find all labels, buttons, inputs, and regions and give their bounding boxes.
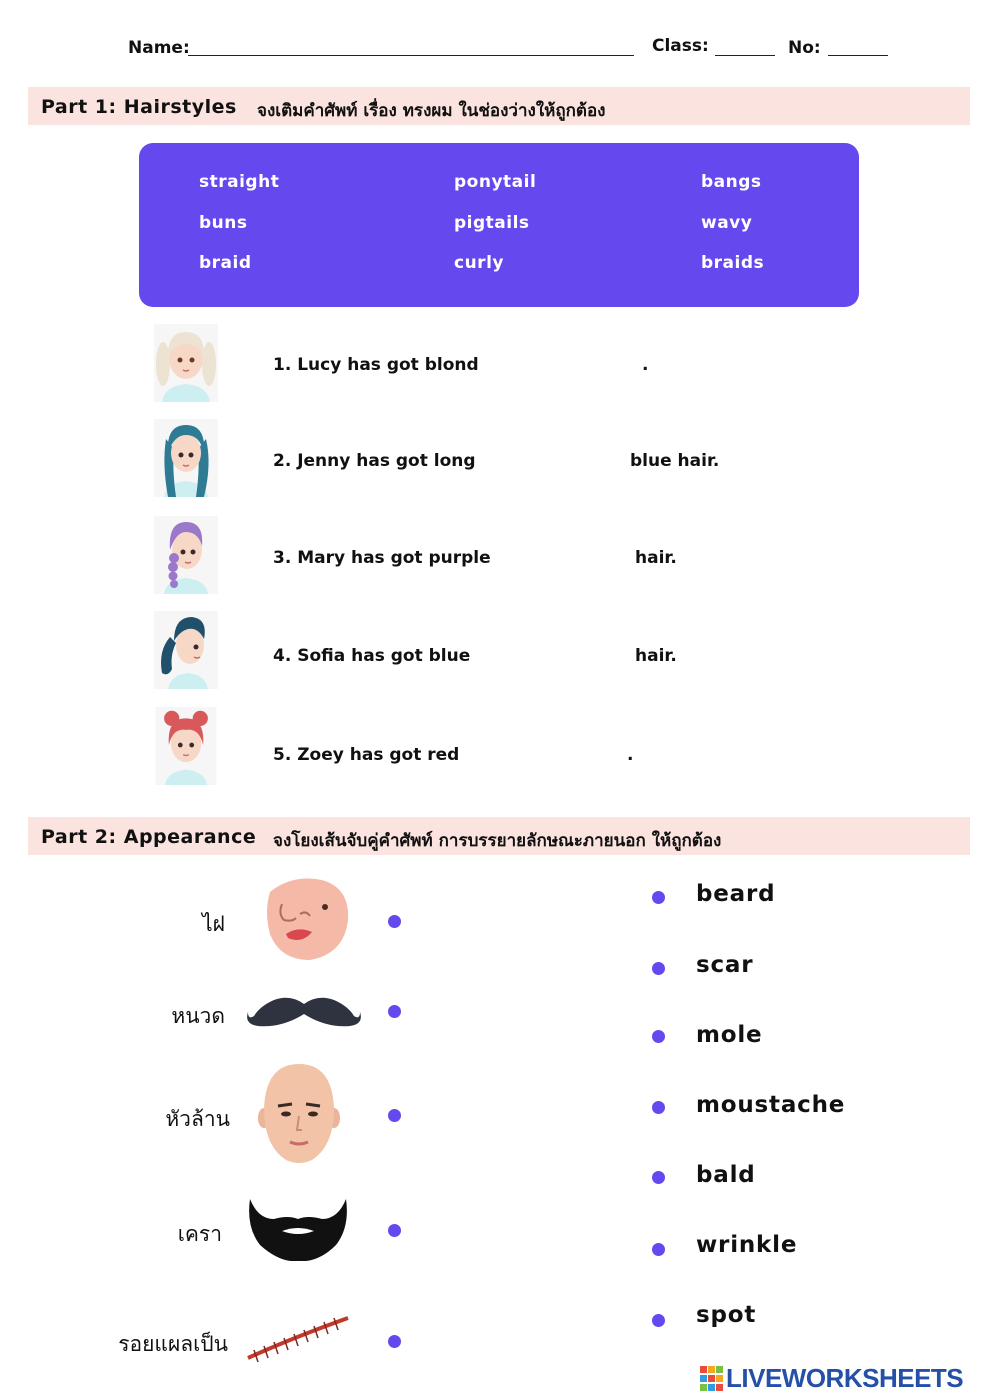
right-match-dot-6[interactable] — [652, 1243, 665, 1256]
english-word-mole: mole — [696, 1022, 763, 1048]
bald-head-image — [258, 1062, 340, 1166]
word-bank-item: curly — [454, 253, 504, 273]
question-5-text: 5. Zoey has got red — [273, 745, 460, 765]
question-3-end: hair. — [635, 548, 677, 568]
word-bank-item: wavy — [701, 213, 753, 233]
sofia-ponytail-image — [154, 611, 218, 689]
thai-item-mole: ไฝ — [202, 912, 225, 936]
english-word-spot: spot — [696, 1302, 757, 1328]
lucy-pigtails-image — [154, 324, 218, 402]
mole-face-image — [262, 874, 352, 962]
thai-item-bald: หัวล้าน — [165, 1107, 230, 1131]
left-match-dot-3[interactable] — [388, 1109, 401, 1122]
class-label: Class: — [652, 36, 709, 56]
question-4-end: hair. — [635, 646, 677, 666]
left-match-dot-5[interactable] — [388, 1335, 401, 1348]
question-4-answer-blank[interactable] — [478, 649, 628, 671]
word-bank-item: braid — [199, 253, 252, 273]
mary-braid-image — [154, 516, 218, 594]
right-match-dot-1[interactable] — [652, 891, 665, 904]
word-bank — [139, 143, 859, 307]
english-word-moustache: moustache — [696, 1092, 846, 1118]
word-bank-item: straight — [199, 172, 280, 192]
name-label: Name: — [128, 38, 190, 58]
class-field[interactable] — [715, 55, 775, 56]
question-4-text: 4. Sofia has got blue — [273, 646, 471, 666]
beard-image — [246, 1197, 350, 1261]
word-bank-item: buns — [199, 213, 248, 233]
right-match-dot-3[interactable] — [652, 1030, 665, 1043]
english-word-beard: beard — [696, 881, 776, 907]
thai-item-scar: รอยแผลเป็น — [118, 1332, 228, 1356]
number-label: No: — [788, 38, 821, 58]
moustache-image — [246, 994, 362, 1030]
scar-image — [242, 1312, 352, 1364]
word-bank-item: pigtails — [454, 213, 530, 233]
left-match-dot-4[interactable] — [388, 1224, 401, 1237]
thai-item-beard: เครา — [177, 1222, 222, 1246]
english-word-wrinkle: wrinkle — [696, 1232, 798, 1258]
name-field[interactable] — [188, 55, 634, 56]
question-2-text: 2. Jenny has got long — [273, 451, 476, 471]
jenny-wavy-hair-image — [154, 419, 218, 497]
question-2-end: blue hair. — [630, 451, 720, 471]
question-3-answer-blank[interactable] — [488, 551, 628, 573]
word-bank-item: bangs — [701, 172, 762, 192]
english-word-scar: scar — [696, 952, 754, 978]
part1-instruction: จงเติมคำศัพท์ เรื่อง ทรงผม ในช่องว่างให้ถูกต้อง — [257, 101, 606, 121]
question-5-answer-blank[interactable] — [465, 748, 620, 770]
part2-title: Part 2: Appearance — [41, 826, 257, 848]
question-2-answer-blank[interactable] — [478, 454, 623, 476]
liveworksheets-logo[interactable] — [700, 1362, 995, 1396]
question-1-answer-blank[interactable] — [480, 358, 635, 380]
part1-banner — [28, 87, 970, 125]
left-match-dot-1[interactable] — [388, 915, 401, 928]
right-match-dot-5[interactable] — [652, 1171, 665, 1184]
liveworksheets-grid-icon — [700, 1366, 724, 1392]
question-5-end: . — [627, 745, 634, 765]
right-match-dot-7[interactable] — [652, 1314, 665, 1327]
part2-instruction: จงโยงเส้นจับคู่คำศัพท์ การบรรยายลักษณะภายนอก ให้ถูกต้อง — [273, 831, 722, 851]
part2-banner — [28, 817, 970, 855]
thai-item-moustache: หนวด — [171, 1004, 225, 1028]
word-bank-item: ponytail — [454, 172, 537, 192]
right-match-dot-2[interactable] — [652, 962, 665, 975]
question-1-text: 1. Lucy has got blond — [273, 355, 479, 375]
liveworksheets-wordmark: LIVEWORKSHEETS — [726, 1363, 964, 1393]
left-match-dot-2[interactable] — [388, 1005, 401, 1018]
question-3-text: 3. Mary has got purple — [273, 548, 491, 568]
zoey-buns-image — [154, 707, 218, 785]
english-word-bald: bald — [696, 1162, 756, 1188]
question-1-end: . — [642, 355, 649, 375]
part1-title: Part 1: Hairstyles — [41, 96, 237, 118]
number-field[interactable] — [828, 55, 888, 56]
word-bank-item: braids — [701, 253, 765, 273]
right-match-dot-4[interactable] — [652, 1101, 665, 1114]
